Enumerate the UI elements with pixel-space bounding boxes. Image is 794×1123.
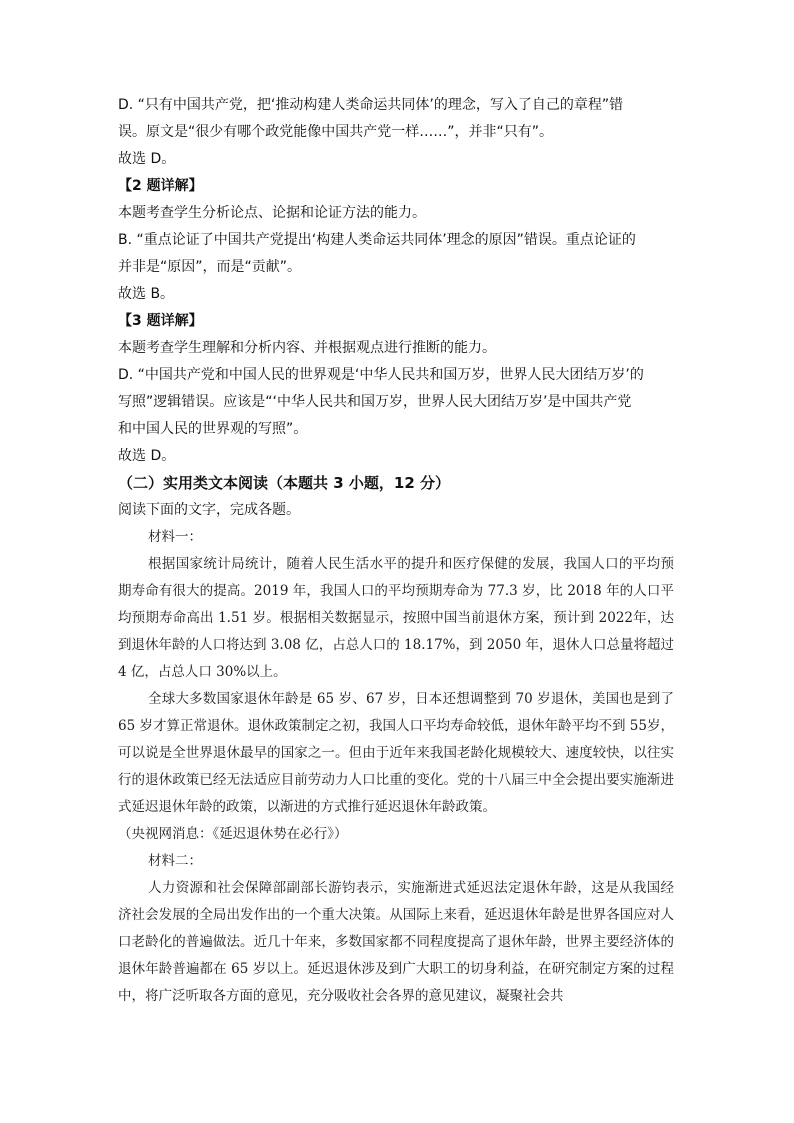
section-two — [118, 470, 674, 524]
text-line: 人力资源和社会保障部副部长游钧表示，实施渐进式延迟法定退休年龄，这是从我国 — [148, 880, 661, 896]
q3-analysis-line: 写照”逻辑错误。应该是“‘中华人民共和国万岁，世界人民大团结万岁’是中国共产党 — [118, 394, 632, 410]
q3-intro: 本题考查学生理解和分析内容、并根据观点进行推断的能力。 — [118, 340, 496, 356]
q3-analysis-line: D. “中国共产党和中国人民的世界观是‘中华人民共和国万岁，世界人民大团结万岁’的 — [118, 367, 644, 383]
section-instruction: 阅读下面的文字，完成各题。 — [118, 502, 300, 518]
text-line: 快，以往实行的退休政策已经无法适应目前劳动力人口比重的变化。党的十八届三中全会 — [118, 745, 674, 788]
q2-analysis-line: B. “重点论证了中国共产党提出‘构建人类命运共同体’理念的原因”错误。重点论证的 — [118, 232, 636, 248]
q2-intro: 本题考查学生分析论点、论据和论证方法的能力。 — [118, 205, 426, 221]
text-line: 岁，可以说是全世界退休最早的国家之一。但由于近年来我国老龄化规模较大、速度较 — [118, 718, 674, 761]
material-paragraph — [118, 686, 674, 821]
q3-analysis-line: 和中国人民的世界观的写照”。 — [118, 421, 308, 437]
text-line: 经济社会发展的全局出发作出的一个重大决策。从国际上来看，延迟退休年龄是世界各国 — [118, 880, 674, 923]
q3-answer: 故选 D。 — [118, 448, 176, 464]
text-line: 年，达到退休年龄的人口将达到 3.08 亿，占总人口的 18.17%，到 2050 年，退休人口总量将 — [118, 610, 675, 653]
material-label: 材料二： — [148, 853, 202, 869]
answer-analysis-block — [118, 92, 674, 470]
q1-analysis-line: D. “只有中国共产党，把‘推动构建人类命运共同体’的理念，写入了自己的章程”错 — [118, 97, 624, 113]
material-source: （央视网消息：《延迟退休势在必行》） — [118, 826, 348, 842]
text-line: 应对人口老龄化的普遍做法。近几十年来，多数国家都不同程度提高了退休年龄，世界主 — [118, 907, 674, 950]
text-line: 根据国家统计局统计，随着人民生活水平的提升和医疗保健的发展，我国人口的平均 — [148, 556, 661, 572]
text-line: 超过 4 亿，占总人口 30%以上。 — [118, 637, 674, 680]
q1-analysis-line: 误。原文是“很少有哪个政党能像中国共产党一样……”，并非“只有”。 — [118, 124, 554, 140]
text-line: 平均预期寿命高出 1.51 岁。根据相关数据显示，按照中国当前退休方案，预计到 2022 — [118, 583, 674, 626]
material-one — [118, 524, 674, 848]
q2-answer: 故选 B。 — [118, 286, 175, 302]
text-line: 定方案的过程中，将广泛听取各方面的意见，充分吸收社会各界的意见建议，凝聚社会共 — [118, 961, 674, 1004]
q1-answer: 故选 D。 — [118, 151, 176, 167]
section-title: （二）实用类文本阅读（本题共 3 小题，12 分） — [118, 474, 450, 492]
q2-analysis-line: 并非是“原因”，而是“贡献”。 — [118, 259, 302, 275]
material-two — [118, 848, 674, 1010]
text-line: 全球大多数国家退休年龄是 65 岁、67 岁，日本还想调整到 70 岁退休，美国也是到了 — [148, 691, 674, 707]
q2-header: 【2 题详解】 — [118, 178, 203, 194]
text-line: 65 岁才算正常退休。退休政策制定之初，我国人口平均寿命较低，退休年龄平均不到 55 — [118, 718, 647, 734]
text-line: 要经济体的退休年龄普遍都在 65 岁以上。延迟退休涉及到广大职工的切身利益，在研究制 — [118, 934, 674, 977]
material-paragraph — [118, 875, 674, 1010]
material-paragraph — [118, 551, 674, 686]
q3-header: 【3 题详解】 — [118, 313, 203, 329]
material-label: 材料一： — [148, 529, 202, 545]
text-line: 预期寿命有很大的提高。2019 年，我国人口的平均预期寿命为 77.3 岁，比 2018 年的人口 — [118, 556, 674, 599]
text-line: 提出要实施渐进式延迟退休年龄的政策，以渐进的方式推行延迟退休年龄政策。 — [118, 772, 674, 815]
